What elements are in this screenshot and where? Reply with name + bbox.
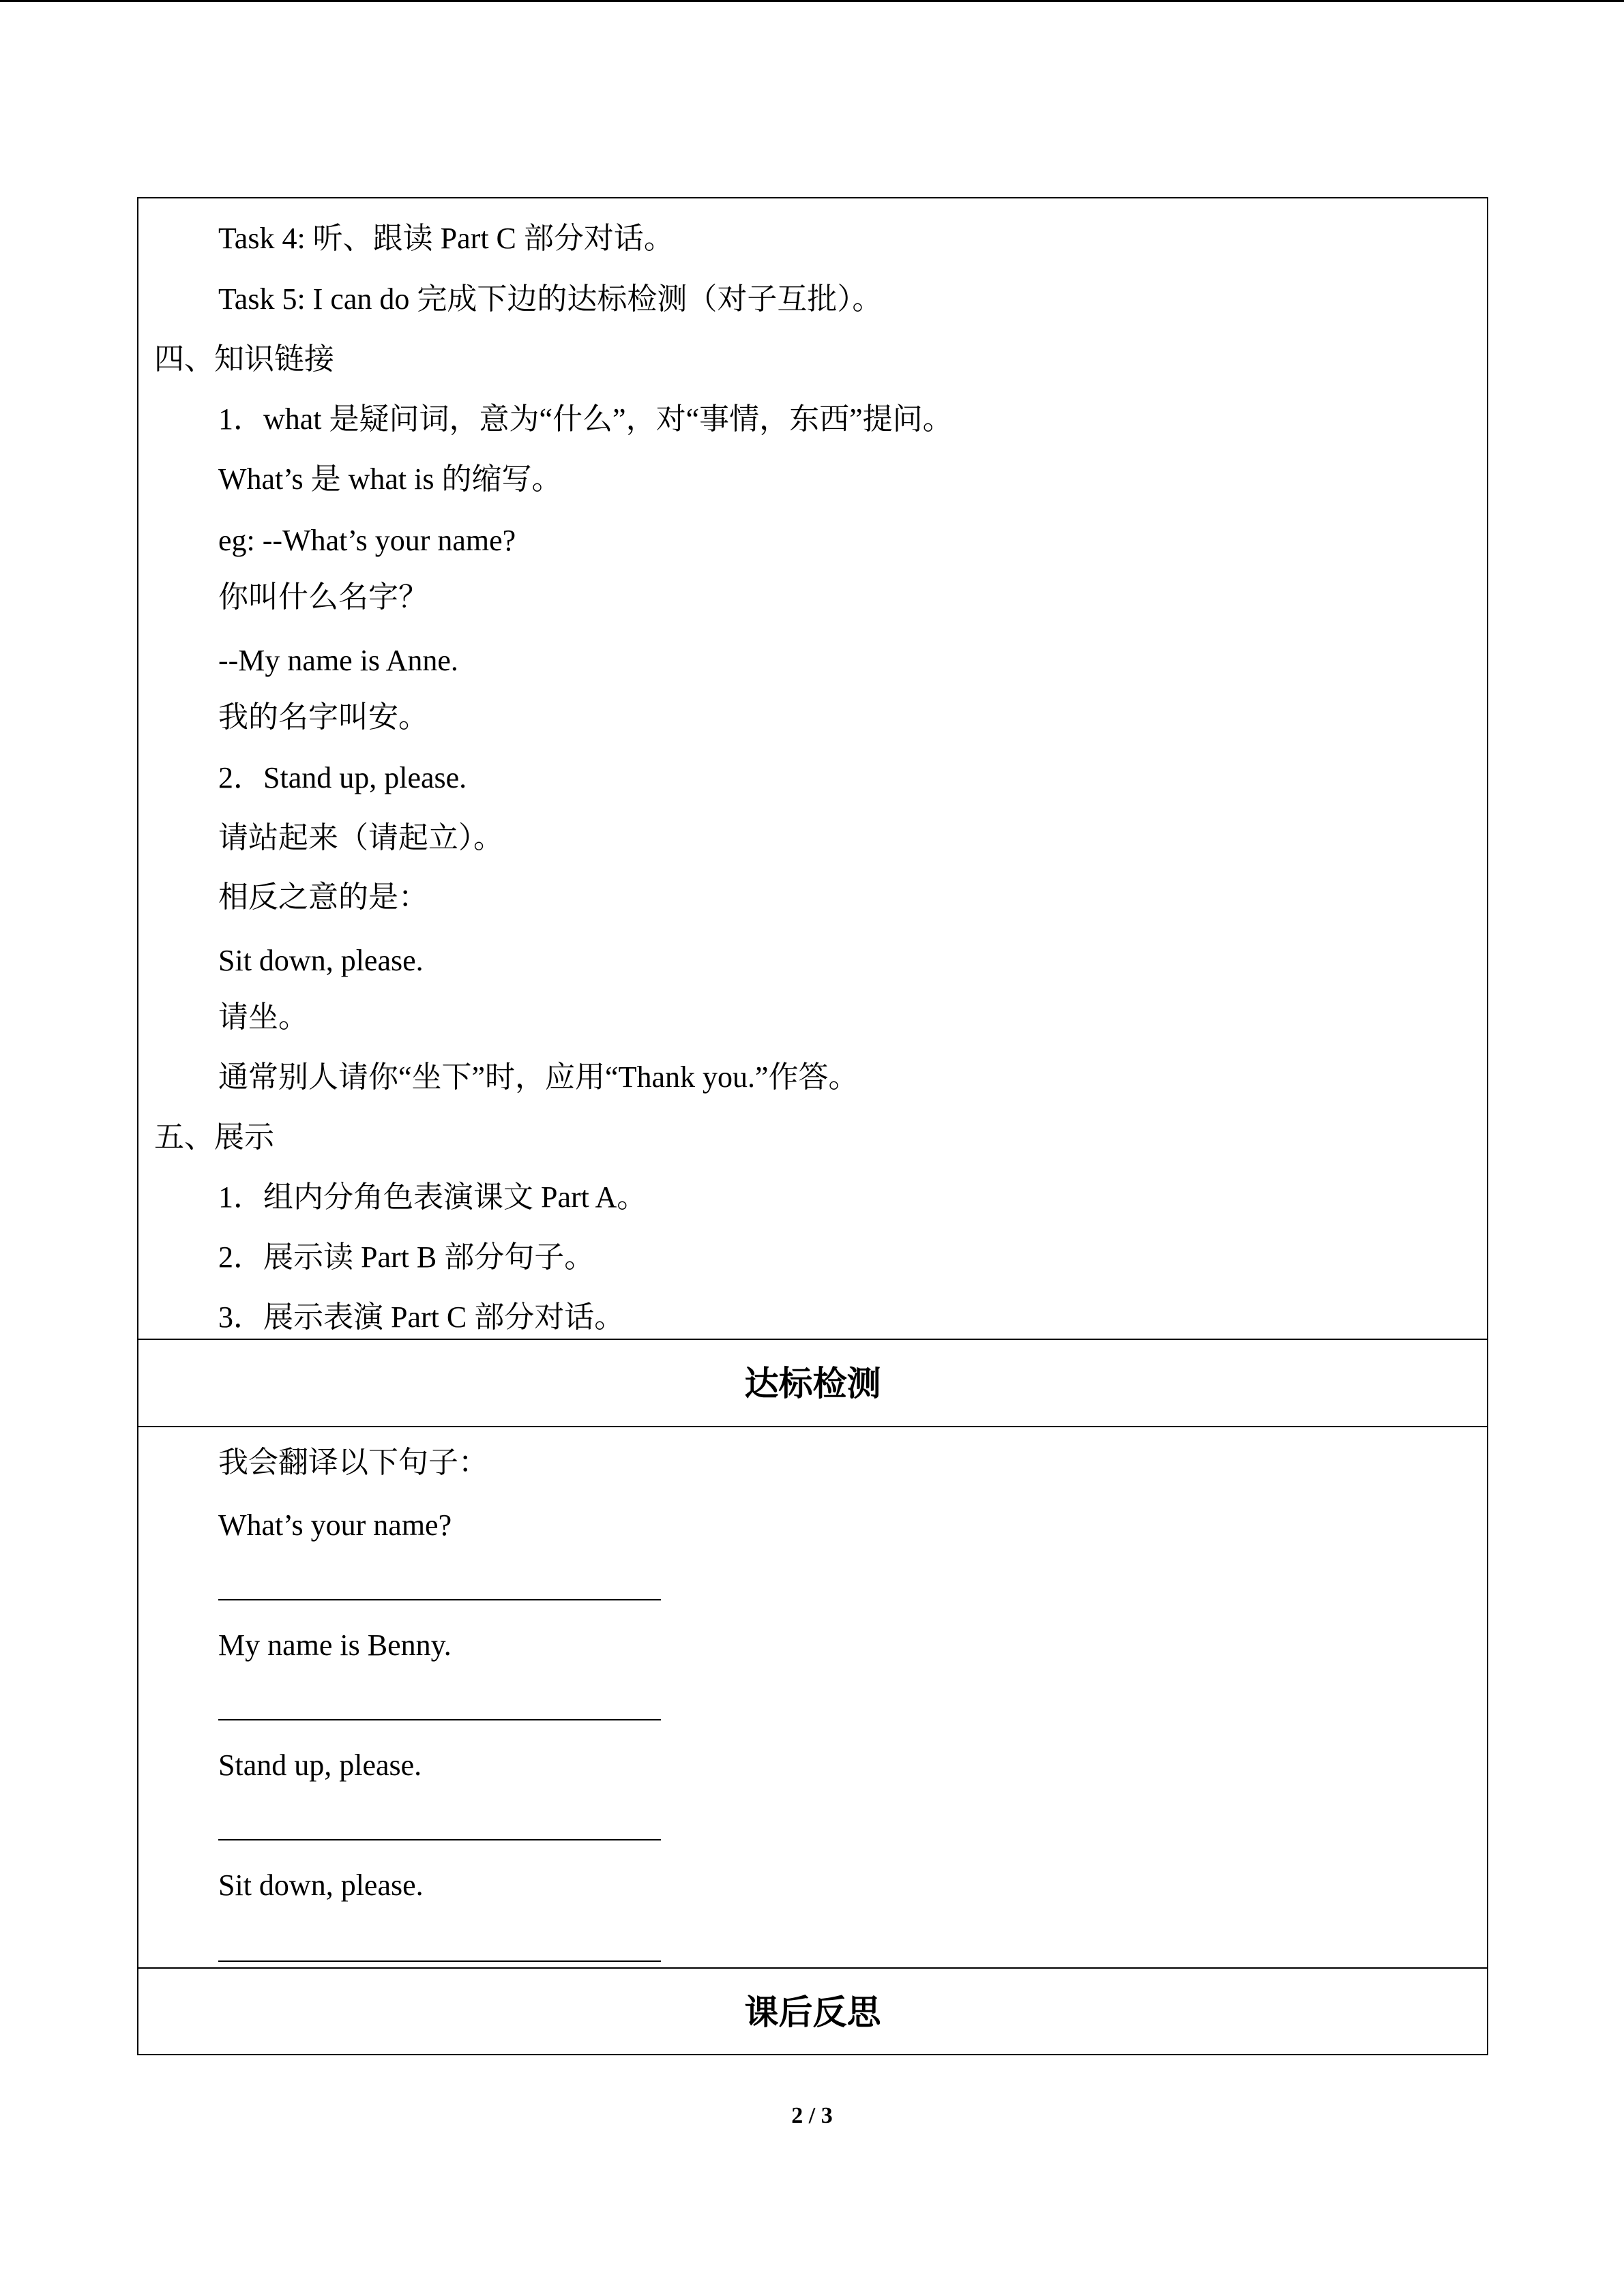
top-border-line [0, 0, 1624, 2]
answer-blank-1[interactable] [218, 1599, 661, 1600]
translation-instruction: 我会翻译以下句子： [218, 1446, 488, 1479]
lesson-table [137, 197, 1488, 2055]
knowledge-section [138, 198, 1487, 1340]
presentation-item-1: 1．组内分角色表演课文 Part A。 [218, 1180, 647, 1214]
sit-down-translation: 请坐。 [218, 1000, 308, 1034]
answer-blank-4[interactable] [218, 1960, 661, 1962]
knowledge-item-2: 2．Stand up, please. [218, 761, 467, 794]
whats-abbreviation-note: What’s 是 what is 的缩写。 [218, 462, 562, 496]
answer-blank-2[interactable] [218, 1719, 661, 1720]
presentation-item-2: 2．展示读 Part B 部分句子。 [218, 1240, 595, 1274]
translation-sentence-4: Sit down, please. [218, 1868, 424, 1902]
translation-sentence-3: Stand up, please. [218, 1748, 422, 1782]
assessment-heading: 达标检测 [744, 1364, 881, 1403]
reflection-heading: 课后反思 [744, 1993, 881, 2032]
example-question: eg: --What’s your name? [218, 524, 516, 557]
example-question-translation: 你叫什么名字？ [218, 580, 428, 614]
knowledge-item-1: 1．what 是疑问词，意为“什么”，对“事情，东西”提问。 [218, 402, 953, 436]
opposite-meaning-label: 相反之意的是： [218, 880, 428, 914]
presentation-item-3: 3．展示表演 Part C 部分对话。 [218, 1300, 625, 1334]
sit-down-phrase: Sit down, please. [218, 944, 424, 977]
translation-sentence-2: My name is Benny. [218, 1628, 452, 1662]
thank-you-reply-note: 通常别人请你“坐下”时，应用“Thank you.”作答。 [218, 1060, 859, 1094]
presentation-heading: 五、展示 [154, 1120, 274, 1154]
assessment-section [138, 1427, 1487, 1969]
answer-blank-3[interactable] [218, 1839, 661, 1840]
example-answer-translation: 我的名字叫安。 [218, 700, 428, 734]
task4-line: Task 4: 听、跟读 Part C 部分对话。 [218, 222, 674, 255]
reflection-heading-row [138, 1969, 1487, 2055]
example-answer: --My name is Anne. [218, 644, 458, 677]
task5-line: Task 5: I can do 完成下边的达标检测（对子互批）。 [218, 282, 883, 316]
stand-up-translation: 请站起来（请起立）。 [218, 821, 503, 854]
assessment-heading-row [138, 1340, 1487, 1427]
page-number: 2 / 3 [791, 2103, 833, 2128]
knowledge-link-heading: 四、知识链接 [154, 342, 334, 376]
translation-sentence-1: What’s your name? [218, 1508, 452, 1542]
